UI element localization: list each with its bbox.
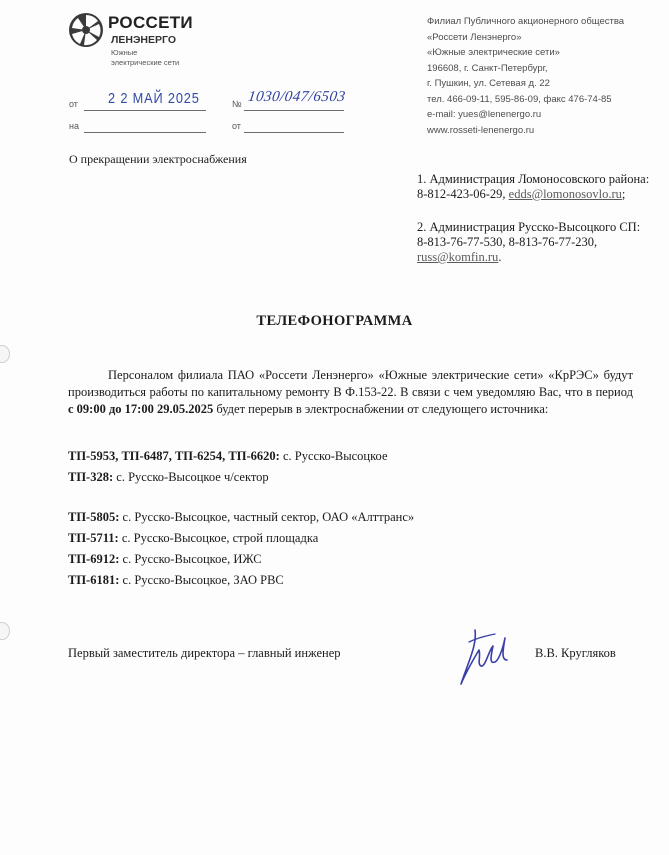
brand-division-line: электрические сети [111, 58, 180, 67]
handwritten-number: 1030/047/6503 [246, 89, 347, 105]
outage-period: с 09:00 до 17:00 29.05.2025 [68, 402, 214, 416]
sender-line: г. Пушкин, ул. Сетевая д. 22 [427, 78, 550, 89]
outage-item [68, 551, 262, 568]
outage-item [68, 448, 388, 465]
outage-item [68, 530, 318, 547]
sender-line: www.rosseti-lenenergo.ru [427, 124, 535, 136]
outage-location: с. Русско-Высоцкое, строй площадка [118, 531, 319, 545]
date-underline [84, 110, 206, 111]
punch-hole [0, 345, 10, 363]
from-underline-2 [244, 132, 344, 133]
outage-substations: ТП-5953, ТП-6487, ТП-6254, ТП-6620: [68, 449, 280, 463]
sender-line: Филиал Публичного акционерного общества [427, 16, 625, 27]
addressee-email-link[interactable]: russ@komfin.ru [417, 250, 499, 264]
brand-name: РОССЕТИ [108, 13, 193, 32]
signatory-position: Первый заместитель директора – главный инженер [68, 646, 341, 660]
subject-line: О прекращении электроснабжения [69, 152, 247, 166]
sender-line: тел. 466-09-11, 595-86-09, факс 476-74-85 [427, 93, 612, 105]
sender-line: 196608, г. Санкт-Петербург, [427, 62, 548, 74]
sender-line: «Южные электрические сети» [427, 47, 560, 58]
outage-location: с. Русско-Высоцкое, ЗАО РВС [119, 573, 284, 587]
outage-substations: ТП-328: [68, 470, 114, 484]
date-label: от [69, 99, 78, 109]
from-label-2: от [232, 121, 241, 131]
outage-item [68, 572, 284, 589]
number-label: № [232, 99, 242, 109]
addressee-1 [417, 172, 653, 202]
outage-substations: ТП-5711: [68, 531, 119, 545]
addressee-suffix: ; [621, 187, 626, 201]
handwritten-signature-icon [455, 620, 519, 690]
outage-substations: ТП-5805: [68, 510, 120, 524]
document-title: ТЕЛЕФОНОГРАММА [256, 313, 413, 329]
rosseti-logo-icon [68, 12, 104, 48]
addressee-suffix: . [498, 250, 502, 264]
date-stamp: 2 2 МАЙ 2025 [108, 90, 200, 107]
outage-location: с. Русско-Высоцкое ч/сектор [113, 470, 269, 484]
outage-item [68, 469, 269, 486]
on-label: на [69, 121, 79, 131]
sender-line: «Россети Ленэнерго» [427, 31, 522, 43]
outage-location: с. Русско-Высоцкое [279, 449, 388, 463]
outage-substations: ТП-6181: [68, 573, 120, 587]
sender-line: e-mail: yues@lenenergo.ru [427, 109, 542, 120]
number-underline [244, 110, 344, 111]
brand-division [111, 48, 179, 68]
body-text-part2: будет перерыв в электроснабжении от следующего источника: [213, 402, 549, 416]
outage-item [68, 509, 414, 526]
signatory-name: В.В. Кругляков [535, 646, 616, 660]
addressee-text: 1. Администрация Ломоносовского района: 8-812-423-06-29, [417, 172, 650, 201]
addressee-2 [417, 220, 653, 265]
body-paragraph [68, 367, 633, 418]
sender-block [427, 14, 624, 138]
body-text-part1: Персоналом филиала ПАО «Россети Ленэнерго» «Южные электрические сети» «КрРЭС» будут производиться работы по капитальному ремонту В Ф.153-22. В связи с чем уведомляю Вас, что в период [68, 368, 633, 399]
brand-subtitle: ЛЕНЭНЕРГО [111, 34, 176, 46]
brand-division-line: Южные [111, 48, 138, 57]
outage-location: с. Русско-Высоцкое, частный сектор, ОАО «Алттранс» [119, 510, 415, 524]
punch-hole [0, 622, 10, 640]
addressee-email-link[interactable]: edds@lomonosovlo.ru [508, 187, 622, 201]
addressee-text: 2. Администрация Русско-Высоцкого СП: 8-813-76-77-530, 8-813-76-77-230, [417, 220, 641, 249]
outage-location: с. Русско-Высоцкое, ИЖС [119, 552, 262, 566]
outage-substations: ТП-6912: [68, 552, 120, 566]
on-underline [84, 132, 206, 133]
